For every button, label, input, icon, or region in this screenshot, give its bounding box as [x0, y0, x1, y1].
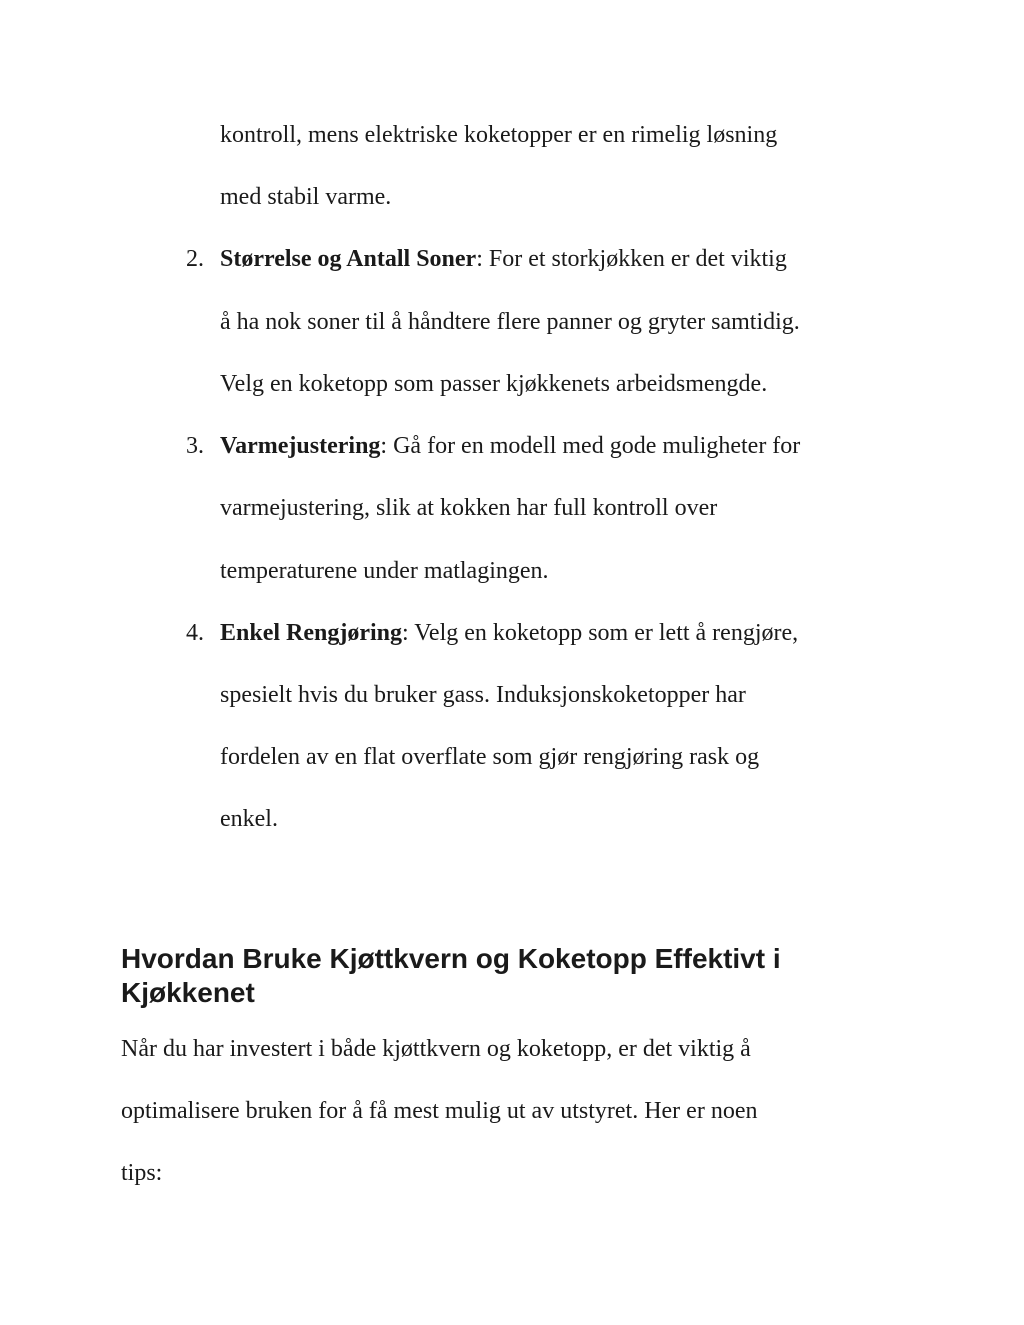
list-item-3-text: : Gå for en modell med gode muligheter for: [380, 433, 801, 459]
list-item-2-title: Størrelse og Antall Soner: [220, 246, 477, 272]
list-item-1-text-line: kontroll, mens elektriske koketopper er en rimelig løsning: [220, 122, 778, 148]
list-item-3-first-line: [220, 431, 800, 461]
list-item-4-first-line: [220, 618, 798, 648]
list-item-2-text-line: Velg en koketopp som passer kjøkkenets arbeidsmengde.: [220, 371, 768, 397]
list-item-2-text: : For et storkjøkken er det viktig: [476, 246, 787, 272]
list-item-2-text-line: å ha nok soner til å håndtere flere panner og gryter samtidig.: [220, 309, 800, 335]
list-item-2-first-line: [220, 244, 787, 274]
paragraph-line: optimalisere bruken for å få mest mulig ut av utstyret. Her er noen: [121, 1098, 758, 1124]
list-item-3-text-line: temperaturene under matlagingen.: [220, 558, 549, 584]
list-item-4-text: : Velg en koketopp som er lett å rengjøre,: [402, 620, 799, 646]
list-item-4-text-line: enkel.: [220, 806, 278, 832]
list-item-4-title: Enkel Rengjøring: [220, 620, 403, 646]
section-heading: Hvordan Bruke Kjøttkvern og Koketopp Effektivt i Kjøkkenet: [121, 943, 781, 1008]
list-item-3-title: Varmejustering: [220, 433, 381, 459]
paragraph-line: Når du har investert i både kjøttkvern og koketopp, er det viktig å: [121, 1036, 751, 1062]
list-item-3-text-line: varmejustering, slik at kokken har full kontroll over: [220, 495, 718, 521]
list-item-1-text-line: med stabil varme.: [220, 184, 392, 210]
list-item-3-number: 3.: [186, 433, 204, 459]
list-item-2-number: 2.: [186, 246, 204, 272]
list-item-4-text-line: spesielt hvis du bruker gass. Induksjonskoketopper har: [220, 682, 746, 708]
list-item-4-text-line: fordelen av en flat overflate som gjør rengjøring rask og: [220, 744, 760, 770]
paragraph-line: tips:: [121, 1160, 163, 1186]
list-item-4-number: 4.: [186, 620, 204, 646]
